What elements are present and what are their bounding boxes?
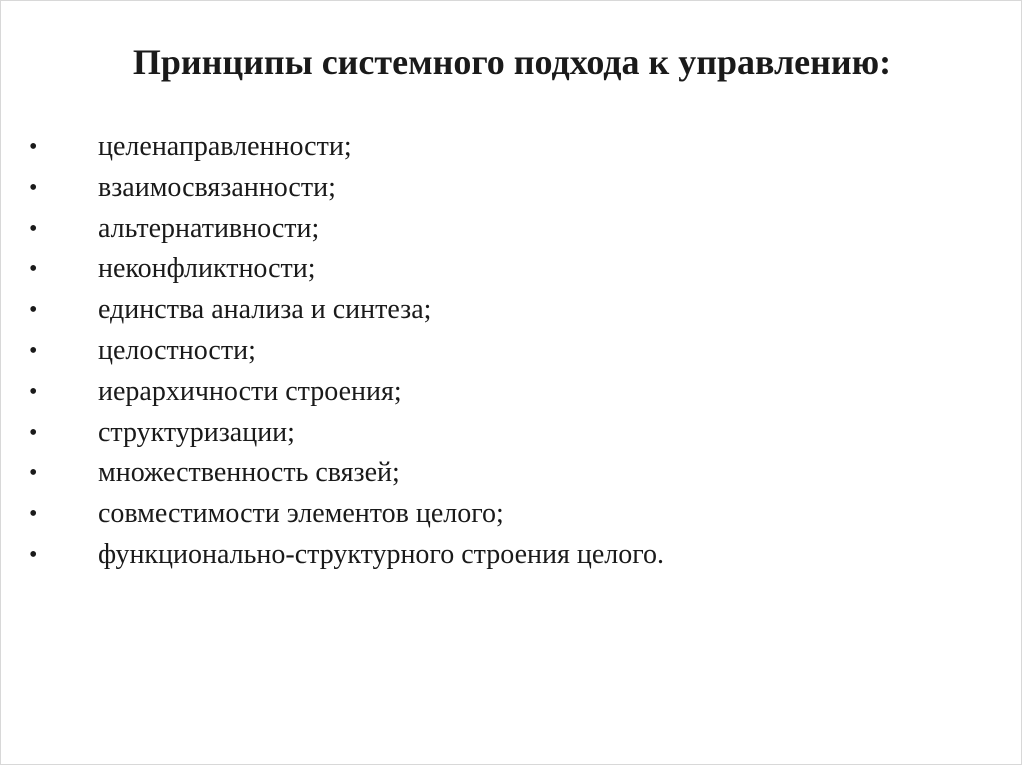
list-item-text: альтернативности; [98,212,320,244]
list-item-text: целостности; [98,334,256,366]
list-item-text: множественность связей; [98,457,400,489]
bullet-icon: • [29,460,38,487]
bullet-icon: • [29,134,38,160]
bullet-icon: • [29,215,38,242]
bullet-icon: • [29,501,38,528]
bullet-icon: • [29,337,38,364]
list-item-text: функционально-структурного строения целого. [98,538,665,570]
bullet-icon: • [29,419,38,446]
list-item-text: совместимости элементов целого; [98,498,504,530]
list-item-text: единства анализа и синтеза; [98,294,432,326]
slide-title: Принципы системного подхода к управлению: [132,42,892,82]
bullet-icon: • [29,256,38,283]
bullet-icon: • [29,297,38,324]
list-item-text: неконфликтности; [98,253,316,285]
list-item-text: целенаправленности; [98,131,352,162]
list-item-text: иерархичности строения; [98,375,402,407]
bullet-icon: • [29,174,38,201]
bullet-icon: • [29,541,38,568]
bullet-icon: • [29,378,38,405]
list-item-text: взаимосвязанности; [98,171,336,203]
list-item-text: структуризации; [98,416,295,448]
